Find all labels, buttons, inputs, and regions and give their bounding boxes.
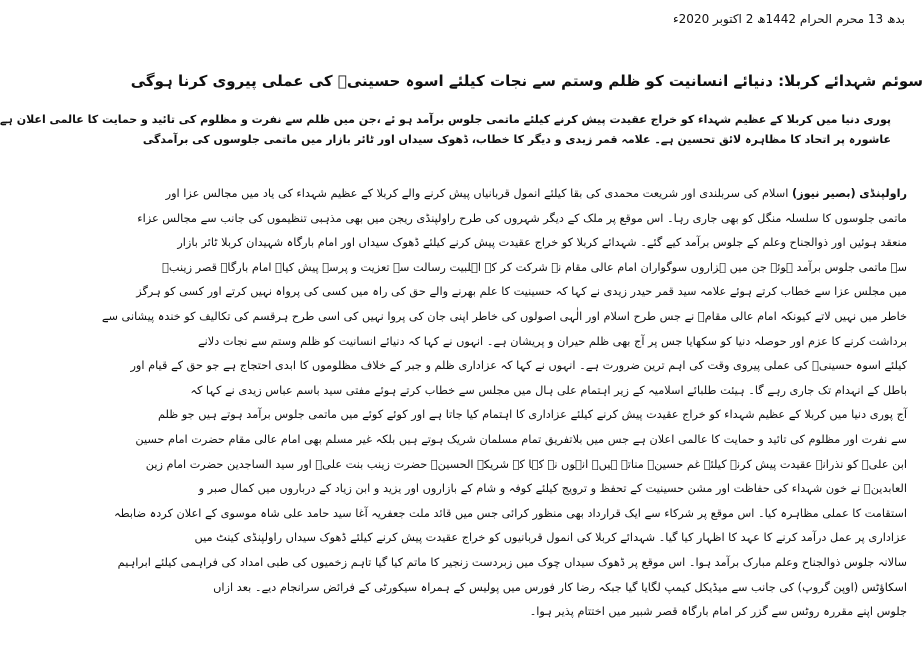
article-text: اسلام کی سربلندی اور شریعت محمدی کی بقا کیلئے انمول قربانیاں پیش کرنے والے کربلا کے عظیم شہداء کی یاد میں مجالس عزا اور bbox=[165, 187, 789, 200]
article-line: آج پوری دنیا میں کربلا کے عظیم شہداء کو خراج عقیدت پیش کرنے کیلئے عزاداری کا اہتمام کیا جاتا ہے اور کوئے کوئے میں ماتمی جلوس برآمد ہوتے ہیں جو ظلم bbox=[157, 408, 907, 422]
article-line: باطل کے انہدام تک جاری رہے گا۔ ہیئت طلبائے اسلامیہ کے زیر اہتمام علی ہال میں مجلس سے خطاب کرتے ہوئے مفتی سید باسم عباس زیدی نے کہا کہ bbox=[190, 383, 907, 397]
article-line: ابن علیؑ کو نذرانہ عقیدت پیش کرنے کیلئے غم حسینؑ مناتے ہیں۔ انہوں نے کہا کہ شریکۃ الحسینؑ حضرت زینب بنت علیؑ اور سید الساجدین حضرت امام زین bbox=[145, 457, 907, 471]
article-line: ماتمی جلوسوں کا سلسلہ منگل کو بھی جاری رہا۔ اس موقع پر ملک کے دیگر شہروں کی طرح راولپنڈی ریجن میں بھی مذہبی تنظیموں کی جانب سے مجالس عزاء bbox=[137, 211, 907, 225]
article-line: عزاداری پر عمل درآمد کرنے کا عہد کا اظہار کیا گیا۔ شہدائے کربلا کی انمول قربانیوں کو خراج عقیدت پیش کرنے کیلئے ڈھوک سیداں راولپنڈی کینٹ میں bbox=[194, 531, 907, 545]
article-body bbox=[101, 182, 907, 625]
article-line: خاطر میں نہیں لاتے کیونکہ امام عالی مقامؑ نے جس طرح اسلام اور الٰہی اصولوں کی خاطر اپنی جان کی پروا نہیں کی اسی طرح ہرقسم کی تکالیف کو خندہ پیشانی سے bbox=[101, 309, 907, 323]
article-line: کیلئے اسوہ حسینیؑ کی عملی پیروی وقت کی اہم ترین ضرورت ہے۔ انہوں نے کہا کہ عزاداری ظلم و جبر کے خلاف مظلوموں کا ابدی احتجاج ہے جو حق کے قیام اور bbox=[130, 359, 907, 373]
article-line: سالانہ جلوس ذوالجناح وعلم مبارک برآمد ہوا۔ اس موقع پر ڈھوک سیداں چوک میں زبردست زنجیر کا ماتم کیا گیا تاہم زخمیوں کی طبی امداد کی فراہمی کیلئے ابراہیم bbox=[117, 555, 907, 569]
subhead-line: پوری دنیا میں کربلا کے عظیم شہداء کو خراج عقیدت پیش کرنے کیلئے ماتمی جلوس برآمد ہو ئے ،جن میں ظلم سے نفرت و مظلوم کی تائید و حمایت کا عالمی اعلان ہے bbox=[0, 113, 891, 126]
article-line: استقامت کا عملی مظاہرہ کیا۔ اس موقع پر شرکاء سے ایک قرارداد بھی منظور کرائی جس میں قائد ملت جعفریہ آغا سید حامد علی شاہ موسوی کے اعلان کردہ ضابطہ bbox=[114, 506, 907, 520]
publication-date: بدھ 13 محرم الحرام 1442ھ 2 اکتوبر 2020ء bbox=[673, 12, 905, 26]
subhead-line: عاشورہ پر اتحاد کا مظاہرہ لائق تحسین ہے۔ علامہ قمر زیدی و دیگر کا خطاب، ڈھوک سیداں اور ٹائر بازار میں ماتمی جلوسوں کی برآمدگی bbox=[142, 133, 891, 146]
article-line: العابدینؑ نے خون شہداء کی حفاظت اور مشن حسینیت کے تحفظ و ترویج کیلئے کوفہ و شام کے بازاروں اور یزید و ابن زیاد کے درباروں میں کمال صبر و bbox=[198, 482, 907, 496]
article-line: سے نفرت اور مظلوم کی تائید و حمایت کا عالمی اعلان ہے جس میں بلاتفریق تمام مسلمان شریک ہوتے ہیں بلکہ غیر مسلم بھی امام عالی مقام حضرت امام حسین bbox=[135, 432, 907, 446]
news-agency: (بصیر نیوز) bbox=[791, 187, 856, 200]
article-line: منعقد ہوئیں اور ذوالجناح وعلم کے جلوس برآمد کیے گئے۔ شہدائے کربلا کو خراج عقیدت پیش کرنے کیلئے ڈھوک سیداں اور امام بارگاہ شہیدان کربلا ٹائر بازار bbox=[177, 236, 907, 250]
article-line: برداشت کرنے کا عزم اور حوصلہ دنیا کو سکھایا جس پر آج بھی ظلم حیران و پریشان ہے۔ انہوں نے کہا کہ دنیائے انسانیت کو ظلم وستم سے نجات دلانے bbox=[198, 334, 907, 348]
article-line-first bbox=[165, 182, 907, 207]
article-line-last: جلوس اپنے مقررہ روٹس سے گزر کر امام بارگاہ قصر شبیر میں اختتام پذیر ہوا۔ bbox=[529, 605, 907, 619]
headline: سوئم شہدائے کربلا: دنیائے انسانیت کو ظلم وستم سے نجات کیلئے اسوہ حسینیؑ کی عملی پیروی کرنا ہوگی bbox=[130, 72, 923, 90]
dateline-city: راولپنڈی bbox=[859, 187, 907, 200]
article-line: اسکاؤٹس (اوپن گروپ) کی جانب سے میڈیکل کیمپ لگایا گیا جبکہ رضا کار فورس میں پولیس کے ہمراہ سیکورٹی کے فرائض سرانجام دیے۔ بعد ازاں bbox=[213, 580, 907, 594]
subheadline bbox=[0, 110, 891, 150]
article-line: سے ماتمی جلوس برآمد ہوئے جن میں ہزاروں سوگواران امام عالی مقام نے شرکت کر کے اہلبیت رسالت سے تعزیت و پرسہ پیش کیا۔ امام بارگاہ قصر زینبؑ bbox=[162, 260, 907, 274]
article-line: میں مجلس عزا سے خطاب کرتے ہوئے علامہ سید قمر حیدر زیدی نے کہا کہ حسینیت کا علم بھرنے والے حق کی راہ میں کسی کی پرواہ نہیں کرتے اور کسی کو ہرگز bbox=[136, 285, 907, 299]
